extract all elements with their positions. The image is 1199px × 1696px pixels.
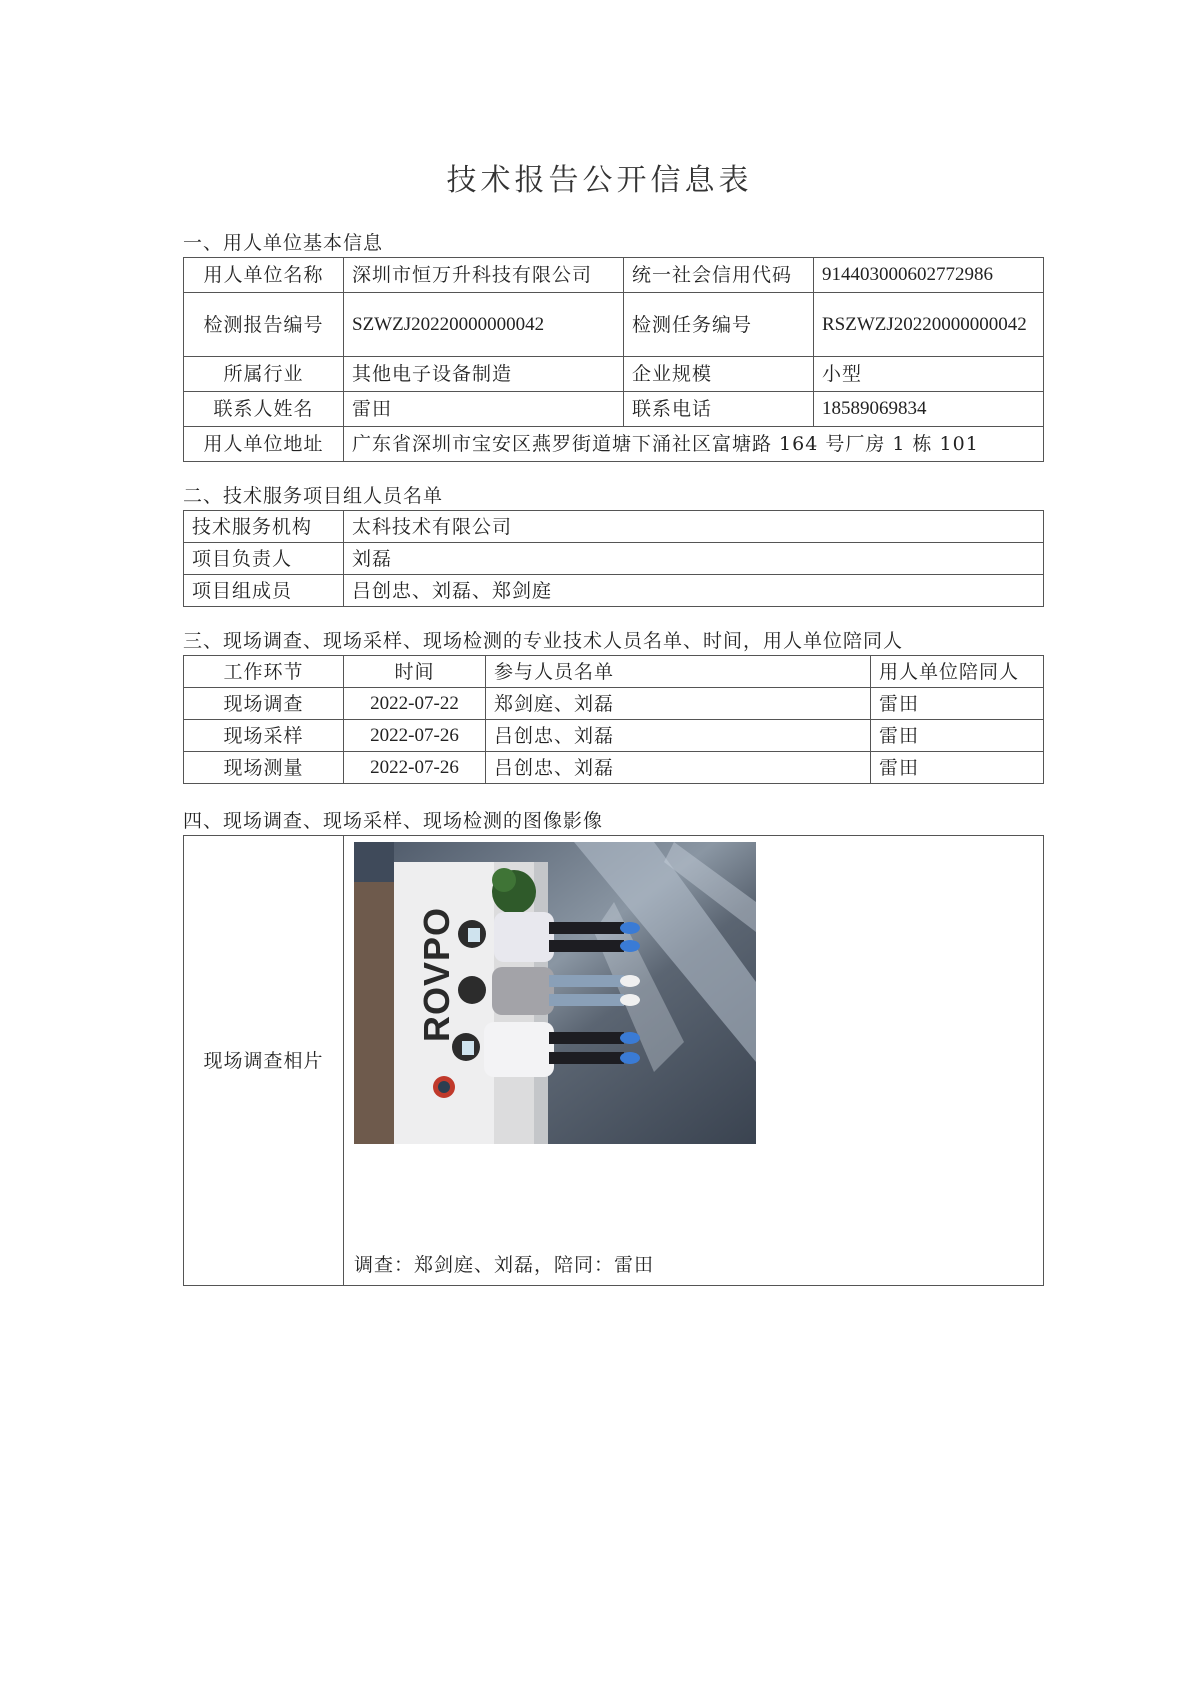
cell-stage: 现场测量 [184, 752, 344, 784]
cell-label: 统一社会信用代码 [624, 258, 814, 293]
table-row [184, 688, 1044, 720]
cell-date: 2022-07-26 [344, 720, 486, 752]
cell-label: 项目负责人 [184, 543, 344, 575]
cell-label: 检测报告编号 [184, 293, 344, 357]
table-row [184, 258, 1044, 293]
basic-info-table [183, 257, 1044, 462]
cell-value: SZWZJ20220000000042 [344, 293, 624, 357]
section-heading-images: 四、现场调查、现场采样、现场检测的图像影像 [183, 810, 604, 832]
page-title: 技术报告公开信息表 [446, 163, 753, 198]
table-header-row [184, 656, 1044, 688]
cell-date: 2022-07-22 [344, 688, 486, 720]
table-row [184, 511, 1044, 543]
cell-companion: 雷田 [871, 752, 1044, 784]
cell-label: 项目组成员 [184, 575, 344, 607]
column-header: 时间 [344, 656, 486, 688]
column-header: 用人单位陪同人 [871, 656, 1044, 688]
cell-value: 小型 [814, 357, 1044, 392]
cell-label: 所属行业 [184, 357, 344, 392]
address-value: 广东省深圳市宝安区燕罗街道塘下涌社区富塘路 164 号厂房 1 栋 101 [344, 427, 1044, 462]
cell-label: 联系电话 [624, 392, 814, 427]
table-row [184, 720, 1044, 752]
cell-date: 2022-07-26 [344, 752, 486, 784]
logo-text: ROVPO [416, 906, 457, 1042]
cell-value: 雷田 [344, 392, 624, 427]
table-row [184, 575, 1044, 607]
cell-value: 18589069834 [814, 392, 1044, 427]
cell-value: 其他电子设备制造 [344, 357, 624, 392]
cell-companion: 雷田 [871, 720, 1044, 752]
cell-stage: 现场采样 [184, 720, 344, 752]
table-row [184, 752, 1044, 784]
table-row [184, 836, 1044, 1286]
cell-value: RSZWZJ20220000000042 [814, 293, 1044, 357]
section-heading-basic-info: 一、用人单位基本信息 [183, 232, 384, 254]
section-heading-personnel-time: 三、现场调查、现场采样、现场检测的专业技术人员名单、时间，用人单位陪同人 [183, 630, 904, 652]
cell-label: 检测任务编号 [624, 293, 814, 357]
site-survey-photo [354, 842, 756, 1144]
photo-cell [344, 836, 1044, 1286]
column-header: 工作环节 [184, 656, 344, 688]
team-table [183, 510, 1044, 607]
cell-label: 技术服务机构 [184, 511, 344, 543]
table-row [184, 357, 1044, 392]
cell-people: 吕创忠、刘磊 [486, 752, 871, 784]
cell-value: 吕创忠、刘磊、郑剑庭 [344, 575, 1044, 607]
image-table [183, 835, 1044, 1286]
cell-label: 企业规模 [624, 357, 814, 392]
cell-label: 联系人姓名 [184, 392, 344, 427]
cell-value: 太科技术有限公司 [344, 511, 1044, 543]
table-row [184, 392, 1044, 427]
cell-value: 刘磊 [344, 543, 1044, 575]
cell-value: 深圳市恒万升科技有限公司 [344, 258, 624, 293]
photo-caption: 调查：郑剑庭、刘磊，陪同：雷田 [354, 1254, 655, 1276]
table-row [184, 427, 1044, 462]
cell-stage: 现场调查 [184, 688, 344, 720]
column-header: 参与人员名单 [486, 656, 871, 688]
table-row [184, 543, 1044, 575]
cell-people: 郑剑庭、刘磊 [486, 688, 871, 720]
cell-companion: 雷田 [871, 688, 1044, 720]
cell-people: 吕创忠、刘磊 [486, 720, 871, 752]
table-row [184, 293, 1044, 357]
field-work-table [183, 655, 1044, 784]
cell-value: 914403000602772986 [814, 258, 1044, 293]
cell-label: 用人单位名称 [184, 258, 344, 293]
photo-label: 现场调查相片 [184, 836, 344, 1286]
section-heading-team: 二、技术服务项目组人员名单 [183, 485, 444, 507]
cell-label: 用人单位地址 [184, 427, 344, 462]
